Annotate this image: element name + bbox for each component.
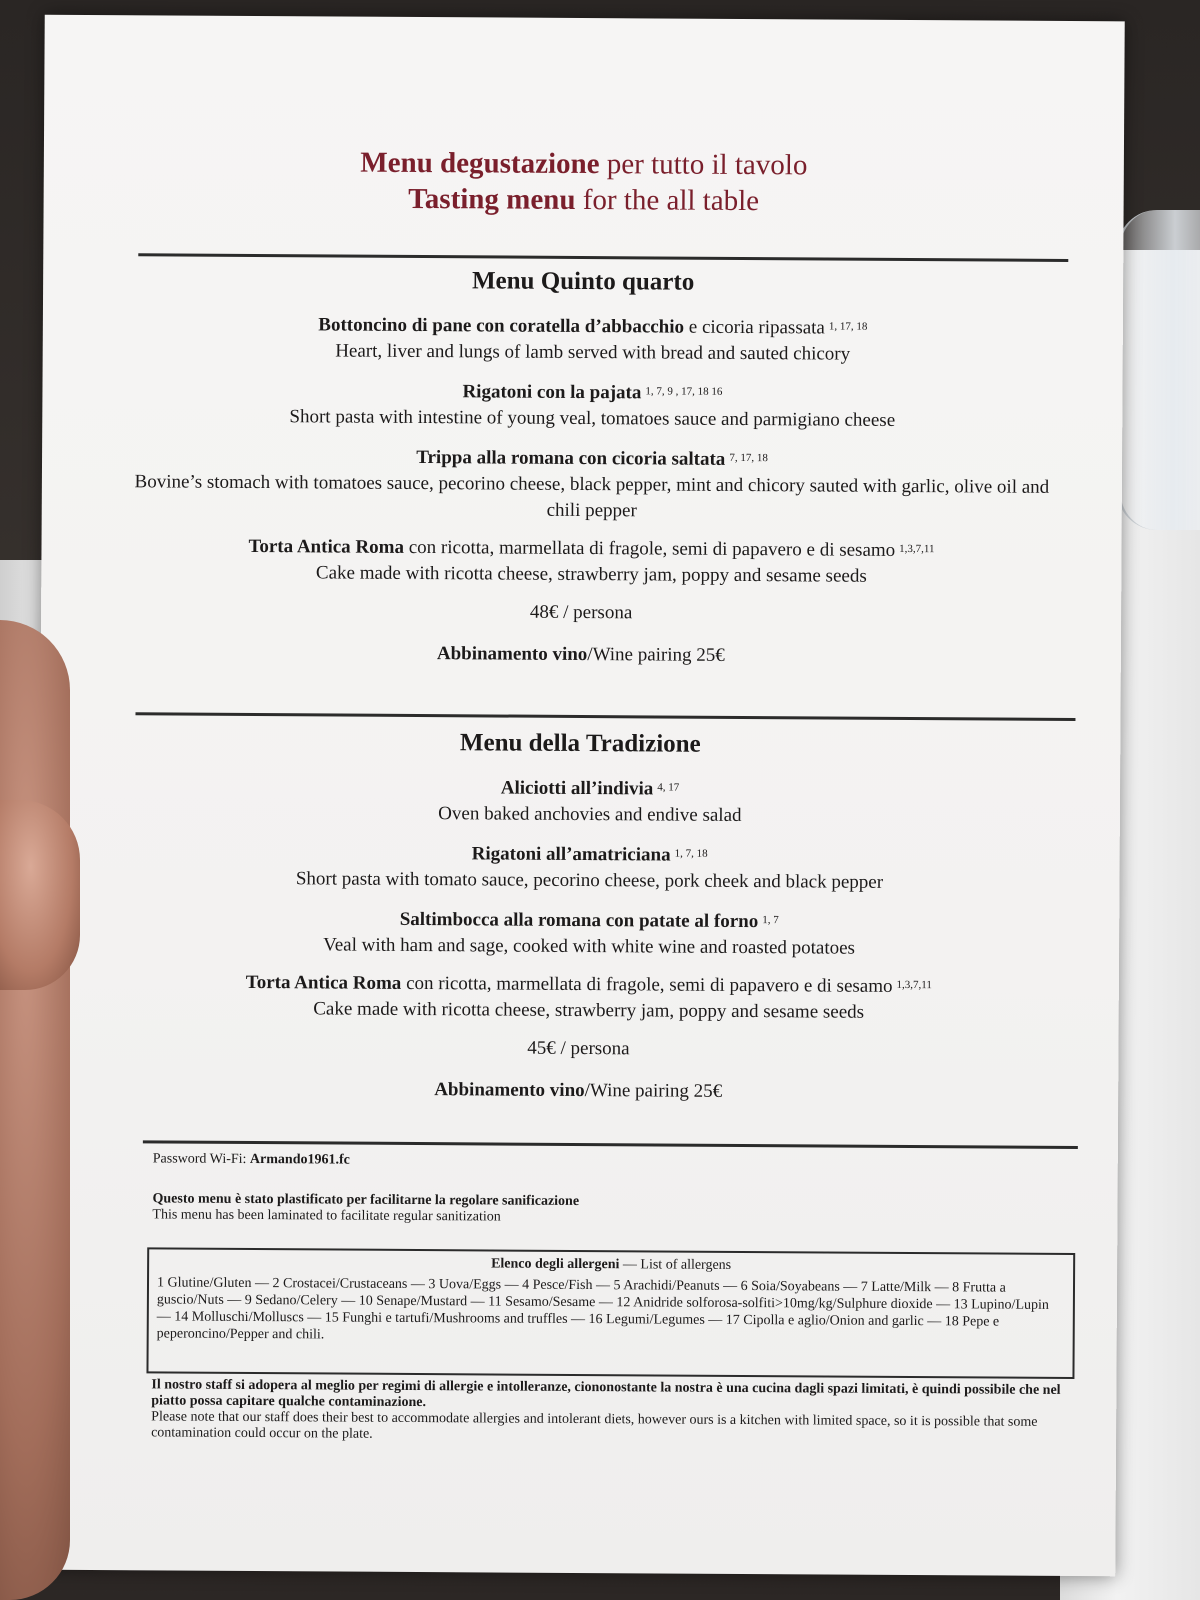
menu-header <box>44 143 1124 222</box>
divider-middle <box>135 712 1075 721</box>
section-title-quinto-quarto: Menu Quinto quarto <box>471 267 695 296</box>
header-line-2 <box>44 179 1124 222</box>
wifi-info <box>153 1151 350 1168</box>
section-title-tradizione: Menu della Tradizione <box>459 729 701 758</box>
dish-item <box>130 773 1050 831</box>
allergy-notice <box>151 1377 1071 1447</box>
hand <box>0 620 70 1600</box>
allergen-codes: 1, 17, 18 <box>828 320 868 333</box>
water-glass <box>1117 210 1200 530</box>
dish-translation: Cake made with ricotta cheese, strawberry jam, poppy and sesame seeds <box>315 562 867 587</box>
dish-item <box>129 969 1049 1027</box>
dish-name: Saltimbocca alla romana con patate al forno <box>399 908 759 933</box>
wine-pairing <box>41 641 1121 670</box>
dish-name: Bottoncino di pane con coratella d’abbacchio <box>318 314 685 338</box>
dish-name-rest: con ricotta, marmellata di fragole, semi di papavero e di sesamo <box>408 536 896 561</box>
allergen-codes: 4, 17 <box>657 781 680 794</box>
allergy-notice-en: Please note that our staff does their best to accommodate allergies and intolerant diets, however ours is a kitchen with limited space, so it is possible that some contamination could occur on the plate. <box>151 1409 1038 1442</box>
price-per-person: 45€ / persona <box>527 1037 630 1060</box>
thumb <box>0 800 80 990</box>
dish-translation: Oven baked anchovies and endive salad <box>438 803 742 826</box>
dish-translation: Veal with ham and sage, cooked with white wine and roasted potatoes <box>323 934 856 959</box>
dish-translation: Short pasta with tomato sauce, pecorino cheese, pork cheek and black pepper <box>295 868 884 893</box>
laminated-note-it: Questo menu è stato plastificato per facilitarne la regolare sanificazione <box>152 1191 580 1210</box>
dish-item <box>132 377 1052 435</box>
allergen-list-text: 1 Glutine/Gluten — 2 Crostacei/Crustaceans — 3 Uova/Eggs — 4 Pesce/Fish — 5 Arachidi/Peanuts — 6 Soia/Soyabeans — 7 Latte/Milk — 8 Frutta a guscio/Nuts — 9 Sedano/Celery — 10 Senape/Mustard — 11 Sesamo/Sesame — 12 Anidride solforosa-solfiti>10mg/kg/Sulphure dioxide — 13 Lupino/Lupin — 14 Molluschi/Molluscs — 15 Funghi e tartufi/Mushrooms and truffles — 16 Legumi/Legumes — 17 Cipolla e aglio/Onion and garlic — 18 Pepe e peperoncino/Pepper and chili. <box>156 1275 1049 1343</box>
wifi-password: Armando1961.fc <box>249 1151 350 1168</box>
wine-pairing-price: /Wine pairing 25€ <box>584 1080 723 1102</box>
dish-name: Rigatoni all’amatriciana <box>471 843 671 866</box>
price-per-person: 48€ / persona <box>529 601 633 624</box>
dish-translation: Heart, liver and lungs of lamb served with bread and sauted chicory <box>335 340 851 365</box>
wine-pairing <box>38 1077 1118 1106</box>
dish-item <box>132 443 1052 527</box>
dish-translation: Cake made with ricotta cheese, strawberry jam, poppy and sesame seeds <box>313 998 865 1023</box>
allergen-codes: 1, 7, 9 , 17, 18 16 <box>645 385 723 398</box>
dish-name-rest: con ricotta, marmellata di fragole, semi di papavero e di sesamo <box>406 972 893 997</box>
dish-name: Torta Antica Roma <box>245 971 402 994</box>
dish-name: Aliciotti all’indivia <box>500 777 654 800</box>
dish-item <box>129 905 1049 963</box>
wine-pairing-label: Abbinamento vino <box>436 643 588 666</box>
dish-item <box>129 839 1049 897</box>
allergen-codes: 1, 7 <box>762 914 779 927</box>
dish-translation: Bovine’s stomach with tomatoes sauce, pecorino cheese, black pepper, mint and chicory sauted with garlic, olive oil and chili pepper <box>134 471 1050 522</box>
allergen-title-en: — List of allergens <box>622 1257 732 1273</box>
wifi-label: Password Wi-Fi: <box>152 1151 247 1167</box>
dish-name: Trippa alla romana con cicoria saltata <box>416 446 726 470</box>
dish-translation: Short pasta with intestine of young veal, tomatoes sauce and parmigiano cheese <box>289 406 896 431</box>
allergy-notice-it: Il nostro staff si adopera al meglio per regimi di allergie e intolleranze, ciononostante la nostra è una cucina dagli spazi limitati, è quindi possibile che nel piatto possa capitare qualche contaminazione. <box>151 1377 1061 1411</box>
divider-bottom <box>143 1140 1078 1149</box>
allergen-codes: 1,3,7,11 <box>896 978 932 992</box>
header-it-bold: Menu degustazione <box>360 146 600 181</box>
dish-name: Rigatoni con la pajata <box>462 381 642 404</box>
header-en-bold: Tasting menu <box>408 182 576 216</box>
laminated-note <box>152 1191 1072 1229</box>
allergen-codes: 1, 7, 18 <box>674 847 708 860</box>
allergen-codes: 7, 17, 18 <box>729 451 768 465</box>
allergen-title-it: Elenco degli allergeni <box>491 1256 620 1273</box>
allergen-list-box <box>146 1247 1075 1379</box>
wine-pairing-label: Abbinamento vino <box>434 1079 585 1102</box>
dish-item <box>133 311 1053 369</box>
dish-item <box>131 533 1051 591</box>
wine-pairing-price: /Wine pairing 25€ <box>587 644 725 666</box>
header-en-rest: for the all table <box>582 184 760 218</box>
dish-name-rest: e cicoria ripassata <box>688 316 825 339</box>
menu-sheet <box>35 15 1124 1577</box>
divider-top <box>138 253 1068 262</box>
allergen-list-title <box>157 1253 1065 1276</box>
dish-name: Torta Antica Roma <box>248 535 405 558</box>
header-it-rest: per tutto il tavolo <box>606 148 808 182</box>
laminated-note-en: This menu has been laminated to facilitate regular sanitization <box>152 1207 501 1225</box>
allergen-codes: 1,3,7,11 <box>899 542 935 556</box>
